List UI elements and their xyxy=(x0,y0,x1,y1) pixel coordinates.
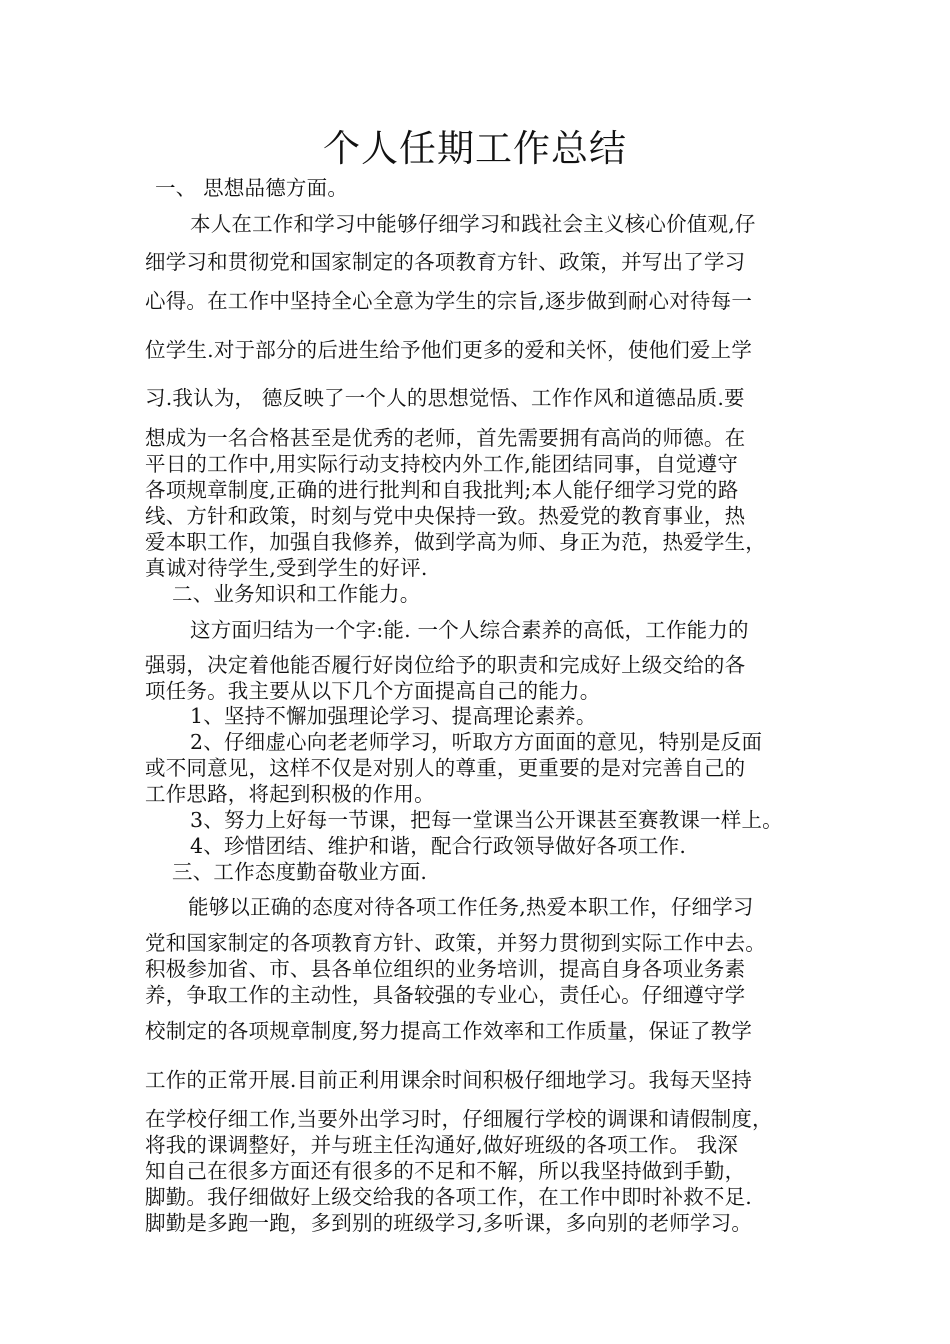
paragraph-line: 或不同意见，这样不仅是对别人的尊重，更重要的是对完善自己的 xyxy=(145,756,746,780)
paragraph-line: 工作思路，将起到积极的作用。 xyxy=(145,782,435,806)
paragraph-line: 位学生.对于部分的后进生给予他们更多的爱和关怀，使他们爱上学 xyxy=(145,338,753,362)
paragraph-line: 习.我认为， 德反映了一个人的思想觉悟、工作作风和道德品质.要 xyxy=(145,386,745,410)
paragraph-line: 脚勤。我仔细做好上级交给我的各项工作，在工作中即时补救不足. xyxy=(145,1185,753,1209)
paragraph-line: 强弱，决定着他能否履行好岗位给予的职责和完成好上级交给的各 xyxy=(145,653,746,677)
paragraph-line: 本人在工作和学习中能够仔细学习和践社会主义核心价值观,仔 xyxy=(190,212,756,236)
paragraph-line: 爱本职工作，加强自我修养，做到学高为师、身正为范，热爱学生， xyxy=(145,530,766,554)
page-title: 个人任期工作总结 xyxy=(323,127,627,170)
paragraph-line: 将我的课调整好，并与班主任沟通好,做好班级的各项工作。 我深 xyxy=(145,1133,739,1157)
paragraph-line: 养，争取工作的主动性，具备较强的专业心，责任心。仔细遵守学 xyxy=(145,983,746,1007)
section-heading-2: 二、业务知识和工作能力。 xyxy=(172,582,421,606)
paragraph-line: 细学习和贯彻党和国家制定的各项教育方针、政策，并写出了学习 xyxy=(145,250,746,274)
paragraph-line: 脚勤是多跑一跑，多到别的班级学习,多听课，多向别的老师学习。 xyxy=(145,1211,753,1235)
paragraph-line: 党和国家制定的各项教育方针、政策，并努力贯彻到实际工作中去。 xyxy=(145,931,766,955)
list-item: 3、努力上好每一节课，把每一堂课当公开课甚至赛教课一样上。 xyxy=(190,808,783,832)
paragraph-line: 积极参加省、市、县各单位组织的业务培训，提高自身各项业务素 xyxy=(145,957,746,981)
paragraph-line: 各项规章制度,正确的进行批判和自我批判;本人能仔细学习党的路 xyxy=(145,478,739,502)
paragraph-line: 线、方针和政策，时刻与党中央保持一致。热爱党的教育事业，热 xyxy=(145,504,746,528)
paragraph-line: 在学校仔细工作,当要外出学习时，仔细履行学校的调课和请假制度， xyxy=(145,1107,773,1131)
paragraph-line: 校制定的各项规章制度,努力提高工作效率和工作质量，保证了教学 xyxy=(145,1019,753,1043)
paragraph-line: 心得。在工作中坚持全心全意为学生的宗旨,逐步做到耐心对待每一 xyxy=(145,289,753,313)
paragraph-line: 平日的工作中,用实际行动支持校内外工作,能团结同事，自觉遵守 xyxy=(145,452,739,476)
list-item: 2、仔细虚心向老老师学习，听取方方面面的意见，特别是反面 xyxy=(190,730,763,754)
paragraph-line: 真诚对待学生,受到学生的好评. xyxy=(145,556,428,580)
paragraph-line: 工作的正常开展.目前正利用课余时间积极仔细地学习。我每天坚持 xyxy=(145,1068,753,1092)
paragraph-line: 能够以正确的态度对待各项工作任务,热爱本职工作，仔细学习 xyxy=(188,895,754,919)
list-item: 1、坚持不懈加强理论学习、提高理论素养。 xyxy=(190,704,597,728)
section-heading-3: 三、工作态度勤奋敬业方面. xyxy=(172,860,428,884)
section-heading-1: 一、 思想品德方面。 xyxy=(155,176,349,200)
list-item: 4、珍惜团结、维护和谐，配合行政领导做好各项工作. xyxy=(190,834,687,858)
paragraph-line: 知自己在很多方面还有很多的不足和不解，所以我坚持做到手勤， xyxy=(145,1159,746,1183)
paragraph-line: 这方面归结为一个字:能. 一个人综合素养的高低，工作能力的 xyxy=(190,618,749,642)
paragraph-line: 项任务。我主要从以下几个方面提高自己的能力。 xyxy=(145,679,601,703)
paragraph-line: 想成为一名合格甚至是优秀的老师，首先需要拥有高尚的师德。在 xyxy=(145,426,746,450)
